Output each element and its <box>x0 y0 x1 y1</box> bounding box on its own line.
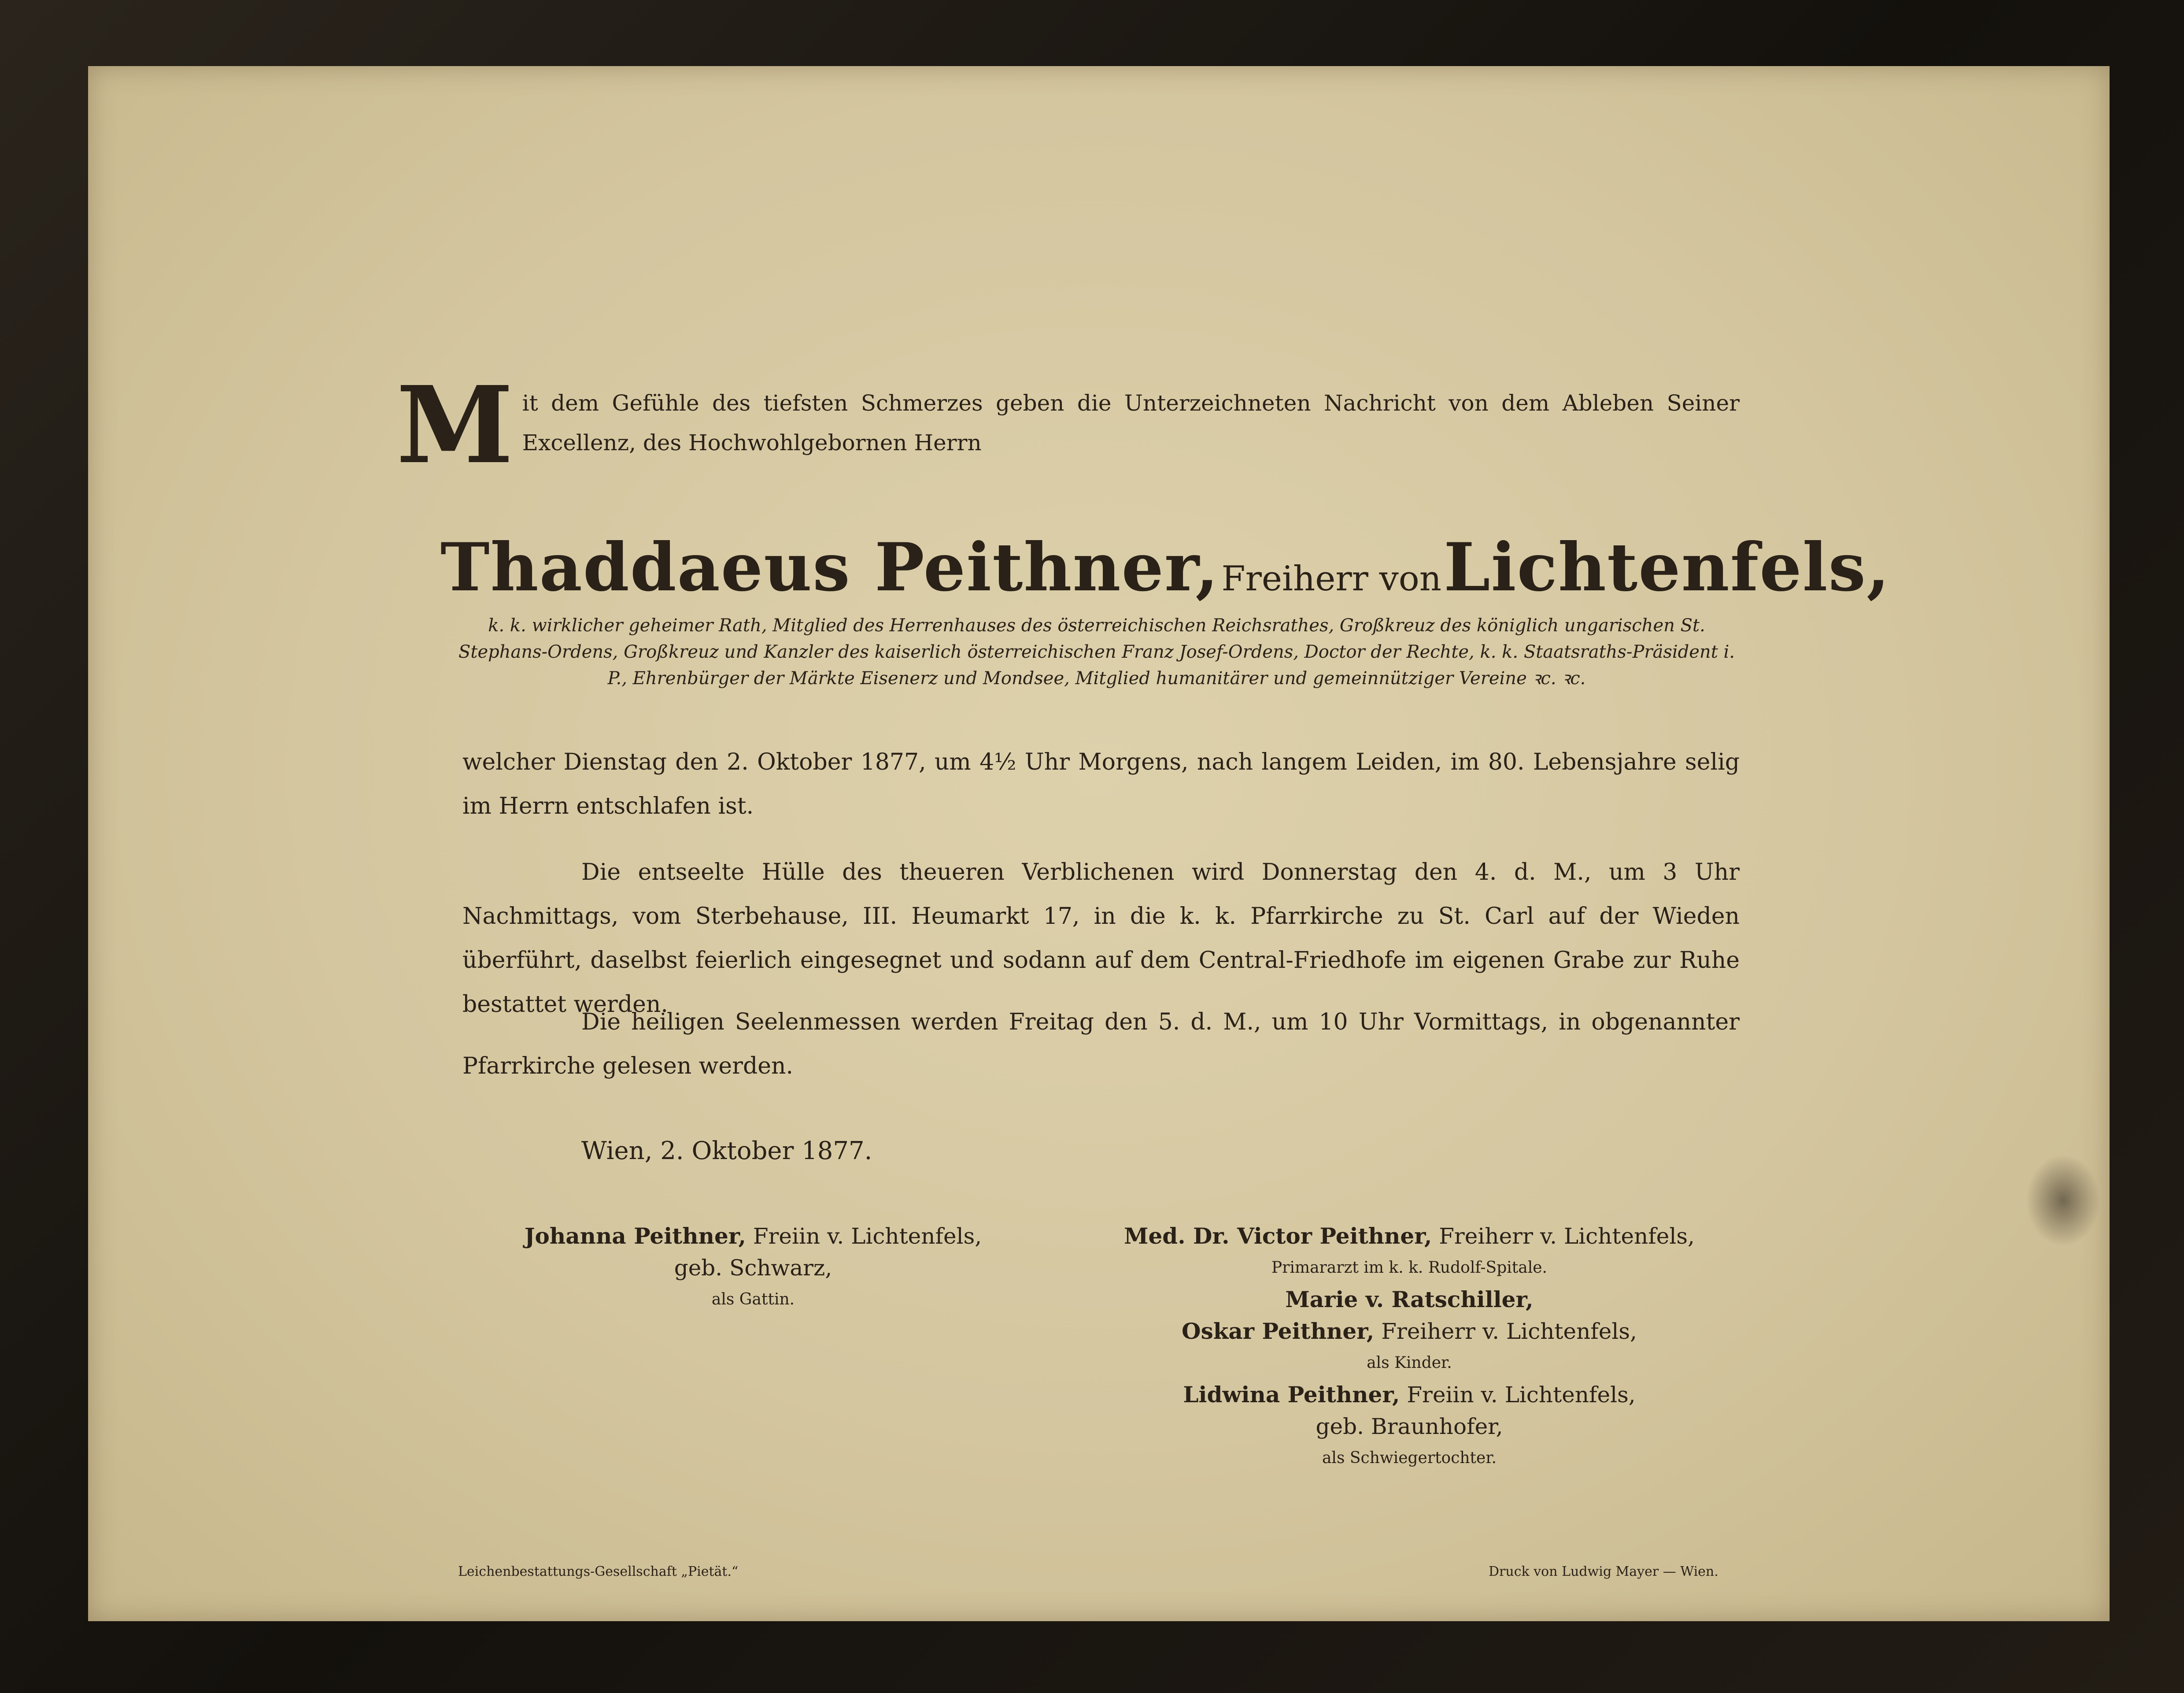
daughter-in-law-title: Freiin v. Lichtenfels, <box>1407 1382 1636 1408</box>
deceased-first-name: Thaddaeus Peithner, <box>440 529 1219 606</box>
widow-born: geb. Schwarz, <box>674 1255 832 1281</box>
son-oskar-title: Freiherr v. Lichtenfels, <box>1381 1319 1637 1344</box>
drop-cap: M <box>396 363 514 487</box>
deceased-name <box>440 529 1891 606</box>
widow-title: Freiin v. Lichtenfels, <box>753 1223 982 1249</box>
paper-stain <box>2026 1154 2101 1247</box>
deceased-titles: k. k. wirklicher geheimer Rath, Mitglied des Herrenhauses des österreichischen Reichsrathes, Großkreuz des königlich ungarischen St. Stephans-Ordens, Großkreuz und Kanzler des kaiserlich österreichischen Franz Josef-Ordens, Doctor der Rechte, k. k. Staatsraths-Präsident i. P., Ehrenbürger der Märkte Eisenerz und Mondsee, Mitglied humanitärer und gemeinnütziger Vereine ꝛc. ꝛc. <box>458 615 1735 689</box>
daughter-in-law-name: Lidwina Peithner, <box>1183 1382 1400 1408</box>
place-date: Wien, 2. Oktober 1877. <box>581 1137 872 1165</box>
death-notice-sheet <box>88 66 2110 1621</box>
funeral-paragraph: Die entseelte Hülle des theueren Verblichenen wird Donnerstag den 4. d. M., um 3 Uhr Nachmittags, vom Sterbehause, III. Heumarkt 17, in die k. k. Pfarrkirche zu St. Carl auf der Wieden überführt, daselbst feierlich eingesegnet und sodann auf dem Central-Friedhofe im eigenen Grabe zur Ruhe bestattet werden. <box>462 859 1740 1018</box>
death-paragraph: welcher Dienstag den 2. Oktober 1877, um 4½ Uhr Morgens, nach langem Leiden, im 80. Lebensjahre selig im Herrn entschlafen ist. <box>462 749 1740 819</box>
son-victor-title: Freiherr v. Lichtenfels, <box>1439 1223 1695 1249</box>
daughter-marie: Marie v. Ratschiller, <box>1285 1286 1534 1312</box>
son-victor-position: Primararzt im k. k. Rudolf-Spitale. <box>1271 1259 1547 1277</box>
signatory-widow <box>493 1220 1013 1315</box>
deceased-house-name: Lichtenfels, <box>1444 529 1891 606</box>
widow-name: Johanna Peithner, <box>524 1223 746 1249</box>
widow-relation: als Gattin. <box>711 1290 795 1308</box>
son-oskar-name: Oskar Peithner, <box>1182 1318 1375 1344</box>
daughter-in-law-born: geb. Braunhofer, <box>1316 1414 1503 1439</box>
intro-text: it dem Gefühle des tiefsten Schmerzes geben die Unterzeichneten Nachricht von dem Ableben Seiner Excellenz, des Hochwohlgebornen Herrn <box>522 390 1740 456</box>
daughter-in-law-relation: als Schwiegertochter. <box>1322 1449 1497 1467</box>
children-relation: als Kinder. <box>1367 1354 1452 1372</box>
footer-printer: Druck von Ludwig Mayer — Wien. <box>1489 1564 1718 1579</box>
mass-paragraph: Die heiligen Seelenmessen werden Freitag den 5. d. M., um 10 Uhr Vormittags, in obgenannter Pfarrkirche gelesen werden. <box>462 1009 1740 1079</box>
intro-paragraph <box>396 363 1740 487</box>
footer-undertaker: Leichenbestattungs-Gesellschaft „Pietät.“ <box>458 1564 739 1579</box>
son-victor-name: Med. Dr. Victor Peithner, <box>1124 1223 1432 1249</box>
deceased-rank: Freiherr von <box>1221 559 1441 599</box>
signatory-children <box>1101 1220 1718 1474</box>
